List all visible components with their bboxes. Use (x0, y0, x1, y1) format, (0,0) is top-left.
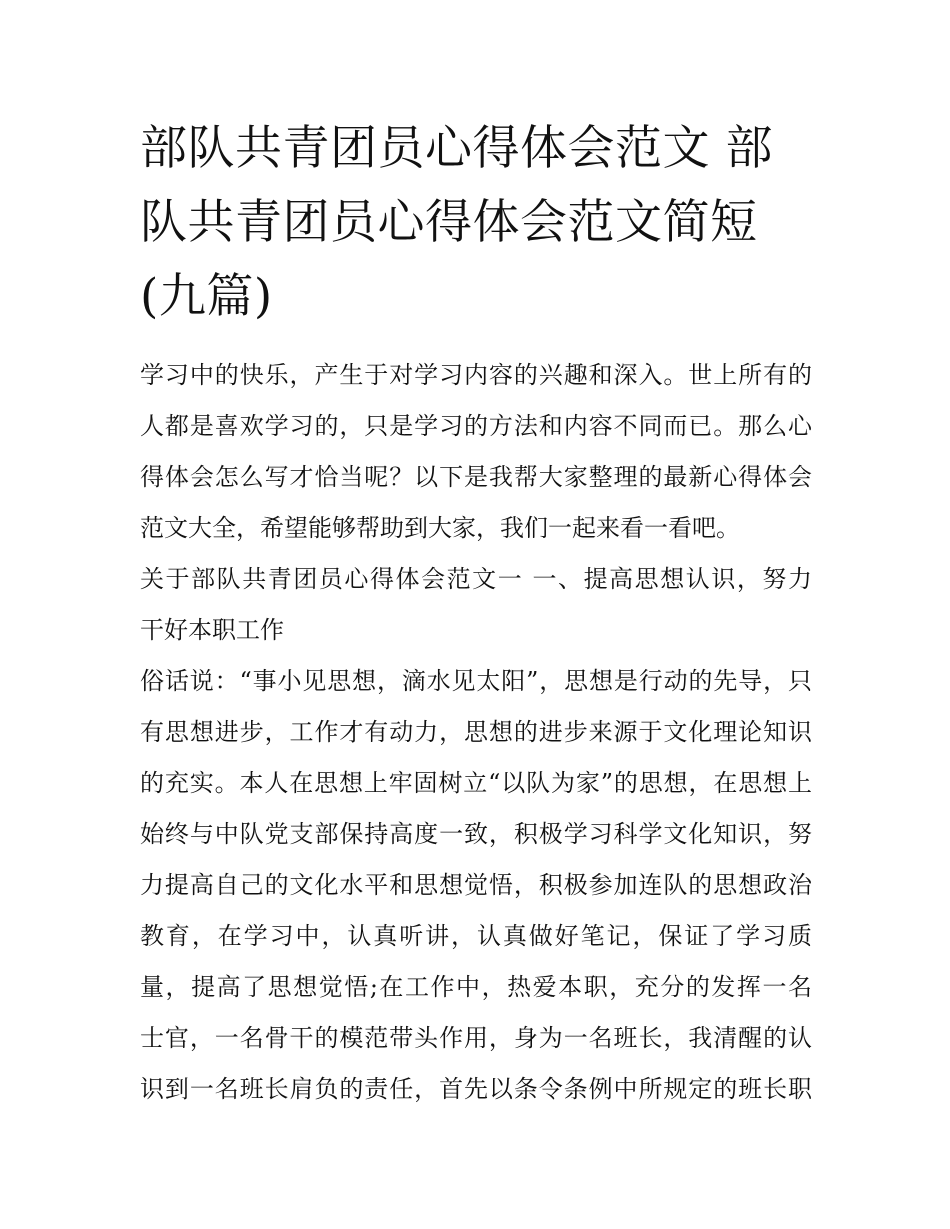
text-line: 俗话说：“事小见思想，滴水见太阳”，思想是行动的先导，只 (140, 667, 812, 695)
text-line: 有思想进步，工作才有动力，思想的进步来源于文化理论知识 (140, 718, 812, 746)
text-line: 的充实。本人在思想上牢固树立“以队为家”的思想，在思想上 (140, 769, 812, 797)
document-body (140, 350, 812, 1115)
paragraph-section-heading (140, 554, 812, 656)
document-page (140, 112, 812, 1115)
text-line: 识到一名班长肩负的责任，首先以条令条例中所规定的班长职 (140, 1075, 812, 1103)
paragraph-intro (140, 350, 812, 554)
text-line: 量，提高了思想觉悟;在工作中，热爱本职，充分的发挥一名 (140, 973, 812, 1001)
text-line: 教育，在学习中，认真听讲，认真做好笔记，保证了学习质 (140, 922, 812, 950)
text-line: 力提高自己的文化水平和思想觉悟，积极参加连队的思想政治 (140, 871, 812, 899)
text-line: 人都是喜欢学习的，只是学习的方法和内容不同而已。那么心 (140, 412, 812, 440)
text-line: 始终与中队党支部保持高度一致，积极学习科学文化知识，努 (140, 820, 812, 848)
text-line: 干好本职工作 (140, 616, 284, 644)
document-title (140, 112, 812, 334)
title-line: (九篇) (140, 269, 273, 324)
text-line: 关于部队共青团员心得体会范文一 一、提高思想认识，努力 (140, 565, 812, 593)
text-line: 士官，一名骨干的模范带头作用，身为一名班长，我清醒的认 (140, 1024, 812, 1052)
text-line: 得体会怎么写才恰当呢？以下是我帮大家整理的最新心得体会 (140, 463, 812, 491)
title-line: 部队共青团员心得体会范文 部 (140, 121, 773, 176)
paragraph-body (140, 656, 812, 1115)
title-line: 队共青团员心得体会范文简短 (140, 195, 758, 250)
text-line: 学习中的快乐，产生于对学习内容的兴趣和深入。世上所有的 (140, 361, 812, 389)
text-line: 范文大全，希望能够帮助到大家，我们一起来看一看吧。 (140, 514, 740, 542)
